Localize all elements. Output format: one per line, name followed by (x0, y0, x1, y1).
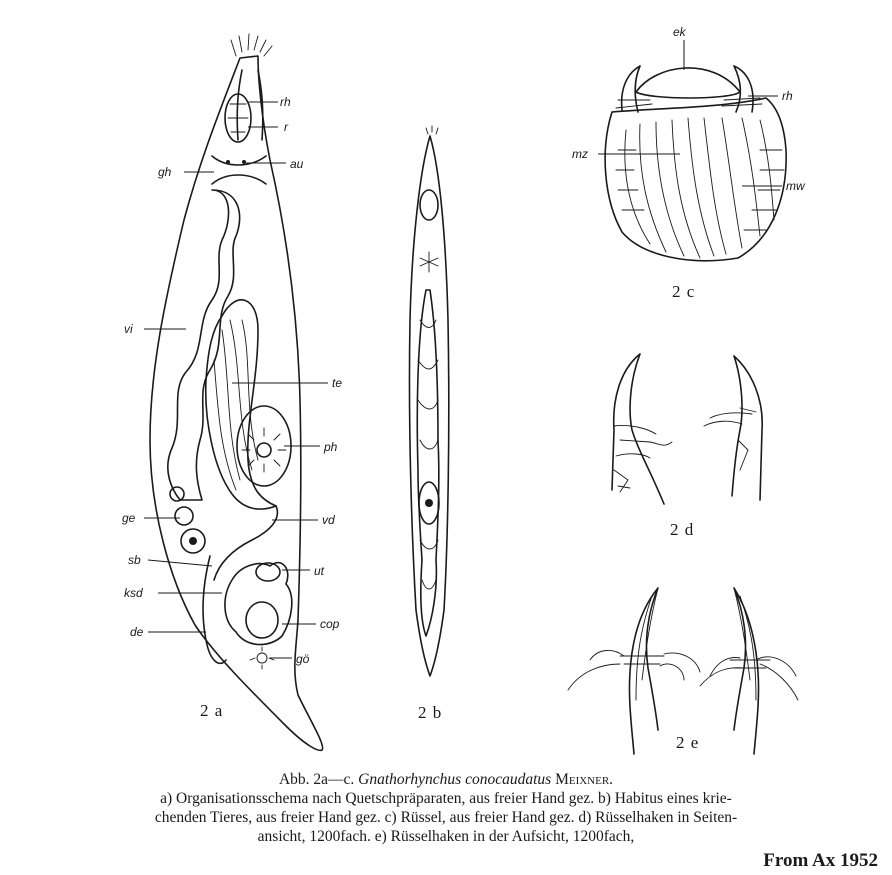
label-ksd: ksd (124, 586, 143, 600)
label-rh: rh (280, 95, 291, 109)
caption-line-2: a) Organisationsschema nach Quetschpräparaten, aus freier Hand gez. b) Habitus eines krie- (160, 790, 732, 807)
caption-line-4: ansicht, 1200fach. e) Rüsselhaken in der Aufsicht, 1200fach, (257, 828, 635, 845)
panel-2d-body (612, 354, 762, 539)
label-mz: mz (572, 147, 588, 161)
label-au: au (290, 157, 304, 171)
panel-label-2e: 2 e (676, 733, 700, 752)
label-ge: ge (122, 511, 136, 525)
panel-2b-body (409, 126, 448, 676)
caption-species: Gnathorhynchus conocaudatus (358, 771, 552, 788)
label-ut: ut (314, 564, 325, 578)
label-go: gö (296, 652, 310, 666)
caption-prefix: Abb. 2a—c. (278, 771, 355, 788)
caption-line-1 (0, 770, 892, 789)
caption-author: Meixner. (555, 771, 614, 788)
panel-2a-labels (122, 95, 342, 720)
panel-label-2d: 2 d (670, 520, 695, 539)
label-gh: gh (158, 165, 172, 179)
label-ek: ek (673, 25, 686, 39)
panel-2e-body (568, 588, 798, 754)
label-r: r (284, 120, 288, 134)
panel-2a-body (150, 34, 323, 750)
label-te: te (332, 376, 343, 390)
label-rh-2c: rh (782, 89, 793, 103)
figure-caption (0, 770, 892, 846)
label-sb: sb (128, 553, 141, 567)
panel-label-2b: 2 b (418, 703, 443, 722)
label-de: de (130, 625, 144, 639)
label-vi: vi (124, 322, 133, 336)
label-ph: ph (324, 440, 338, 454)
caption-line-3: chenden Tieres, aus freier Hand gez. c) Rüssel, aus freier Hand gez. d) Rüsselhaken in Seiten- (154, 809, 738, 826)
label-vd: vd (322, 513, 335, 527)
panel-label-2a: 2 a (200, 701, 224, 720)
label-cop: cop (320, 617, 340, 631)
panel-label-2c: 2 c (672, 282, 696, 301)
panel-2c-body (605, 66, 786, 261)
label-mw: mw (786, 179, 805, 193)
source-credit: From Ax 1952 (763, 850, 878, 871)
